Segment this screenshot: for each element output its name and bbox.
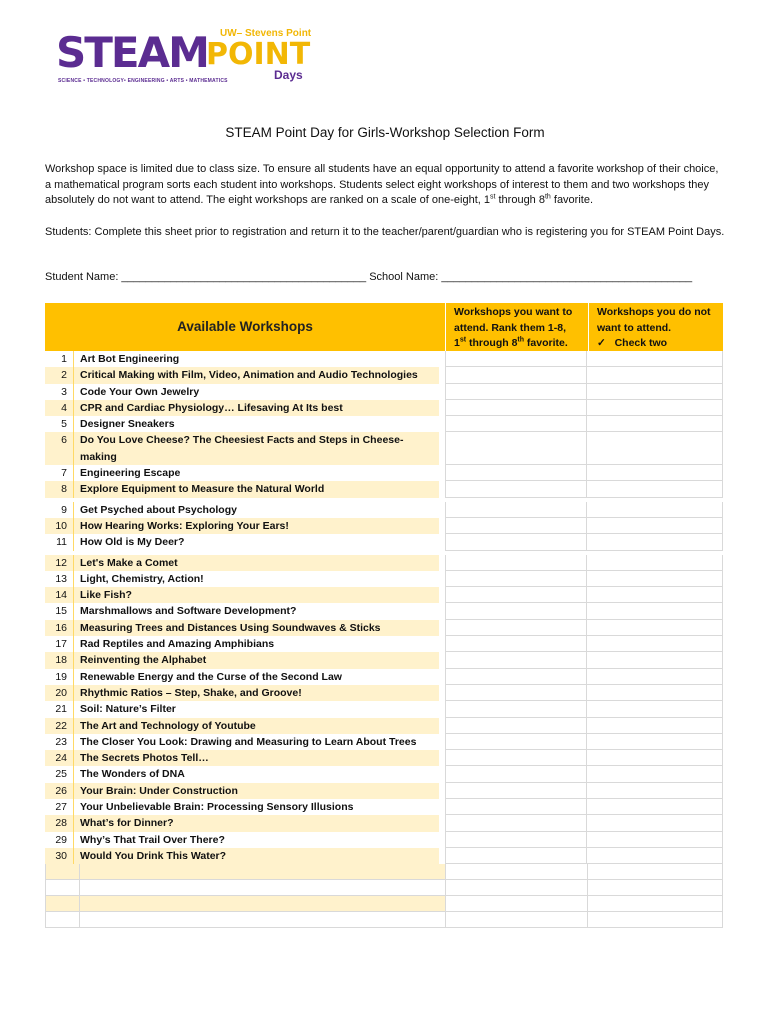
workshop-title: The Wonders of DNA	[73, 766, 439, 782]
blank-cell[interactable]	[45, 880, 79, 896]
workshop-number: 23	[55, 735, 67, 748]
check-cell[interactable]	[587, 815, 723, 831]
workshop-number: 18	[45, 652, 73, 668]
table-row	[45, 384, 723, 400]
check-cell[interactable]	[587, 481, 723, 497]
rank-cell[interactable]	[445, 685, 587, 701]
rank-cell[interactable]	[445, 384, 587, 400]
school-name-field[interactable]: School Name: _________________________________________	[369, 271, 693, 283]
blank-cell[interactable]	[445, 896, 587, 912]
rank-cell[interactable]	[445, 636, 587, 652]
blank-row	[45, 896, 723, 912]
sup-st: st	[489, 193, 496, 201]
table-row	[45, 652, 723, 668]
workshop-title: What’s for Dinner?	[73, 815, 439, 831]
table-row	[45, 502, 723, 518]
check-cell[interactable]	[587, 783, 723, 799]
table-row	[45, 815, 723, 831]
blank-cell[interactable]	[445, 912, 587, 928]
table-row	[45, 367, 723, 383]
blank-cell[interactable]	[79, 896, 445, 912]
workshop-title: Your Brain: Under Construction	[73, 783, 439, 799]
students-instructions: Students: Complete this sheet prior to registration and return it to the teacher/parent/guardian who is registering you for STEAM Point Days.	[45, 226, 725, 238]
workshop-number: 5	[61, 418, 67, 431]
workshop-title: Rad Reptiles and Amazing Amphibians	[73, 636, 439, 652]
workshop-number: 6	[45, 432, 73, 465]
rank-cell[interactable]	[445, 783, 587, 799]
table-row	[45, 603, 723, 619]
intro-text-c: favorite.	[550, 194, 594, 206]
workshop-title: The Art and Technology of Youtube	[73, 718, 439, 734]
header-want-line1: Workshops you want to	[454, 306, 573, 318]
table-row	[45, 518, 723, 534]
check-cell[interactable]	[587, 652, 723, 668]
workshop-number: 21	[55, 703, 67, 716]
workshop-title: Let's Make a Comet	[73, 555, 439, 571]
workshop-title: Reinventing the Alphabet	[73, 652, 439, 668]
workshop-title: Critical Making with Film, Video, Animation and Audio Technologies	[73, 367, 439, 383]
logo-uw-text: UW– Stevens Point	[220, 28, 312, 39]
blank-cell[interactable]	[79, 864, 445, 880]
table-row	[45, 766, 723, 782]
header-not-line3	[597, 336, 723, 352]
rank-cell[interactable]	[445, 587, 587, 603]
steam-point-logo	[56, 28, 316, 92]
rank-cell[interactable]	[445, 750, 587, 766]
workshop-number: 17	[55, 638, 67, 651]
blank-cell[interactable]	[45, 912, 79, 928]
blank-cell[interactable]	[445, 864, 587, 880]
workshop-number: 19	[55, 670, 67, 683]
check-cell[interactable]	[587, 734, 723, 750]
check-cell[interactable]	[587, 701, 723, 717]
rank-cell[interactable]	[445, 465, 587, 481]
intro-text-b: through 8	[495, 194, 545, 206]
table-row	[45, 832, 723, 848]
table-row	[45, 750, 723, 766]
table-row	[45, 571, 723, 587]
rank-cell[interactable]	[445, 502, 587, 518]
blank-cell[interactable]	[587, 880, 723, 896]
check-cell[interactable]	[587, 367, 723, 383]
workshop-title: Rhythmic Ratios – Step, Shake, and Groove!	[73, 685, 439, 701]
workshop-title: Designer Sneakers	[73, 416, 439, 432]
page-title: STEAM Point Day for Girls-Workshop Selection Form	[225, 125, 545, 140]
workshop-title: Why’s That Trail Over There?	[73, 832, 439, 848]
sup-st: st	[459, 336, 467, 344]
workshop-number: 8	[45, 481, 73, 497]
check-cell[interactable]	[587, 384, 723, 400]
checkmark-icon: ✓	[597, 337, 606, 349]
workshop-title: Your Unbelievable Brain: Processing Sensory Illusions	[73, 799, 439, 815]
workshop-title: How Old is My Deer?	[73, 534, 439, 550]
student-name-field[interactable]: Student Name: ________________________________________	[45, 271, 367, 283]
header-want-through: through 8	[466, 337, 518, 349]
blank-cell[interactable]	[587, 912, 723, 928]
blank-cell[interactable]	[45, 864, 79, 880]
rank-cell[interactable]	[445, 518, 587, 534]
table-row	[45, 351, 723, 367]
workshop-number: 24	[45, 750, 73, 766]
workshop-number: 15	[55, 605, 67, 618]
check-cell[interactable]	[587, 750, 723, 766]
table-row	[45, 848, 723, 864]
workshop-number: 11	[56, 536, 67, 549]
blank-row	[45, 880, 723, 896]
check-cell[interactable]	[587, 534, 723, 550]
rank-cell[interactable]	[445, 701, 587, 717]
rank-cell[interactable]	[445, 734, 587, 750]
check-cell[interactable]	[587, 766, 723, 782]
check-cell[interactable]	[587, 603, 723, 619]
workshop-number: 9	[61, 503, 67, 516]
workshop-number: 2	[45, 367, 73, 383]
table-row	[45, 734, 723, 750]
workshop-title: CPR and Cardiac Physiology… Lifesaving At Its best	[73, 400, 439, 416]
workshop-number: 26	[45, 783, 73, 799]
logo-tagline: SCIENCE • TECHNOLOGY• ENGINEERING • ARTS • MATHEMATICS	[58, 78, 228, 84]
rank-cell[interactable]	[445, 718, 587, 734]
header-available-workshops	[45, 303, 445, 351]
table-row	[45, 783, 723, 799]
blank-cell[interactable]	[445, 880, 587, 896]
workshop-number: 16	[45, 620, 73, 636]
workshop-title: Light, Chemistry, Action!	[73, 571, 439, 587]
rank-cell[interactable]	[445, 832, 587, 848]
check-cell[interactable]	[587, 685, 723, 701]
table-row	[45, 432, 723, 465]
workshop-number: 13	[55, 572, 67, 585]
table-row	[45, 587, 723, 603]
workshop-title: Would You Drink This Water?	[73, 848, 439, 864]
check-cell[interactable]	[587, 832, 723, 848]
workshop-title: Marshmallows and Software Development?	[73, 603, 439, 619]
check-cell[interactable]	[587, 799, 723, 815]
workshop-number: 29	[55, 833, 67, 846]
sup-th: th	[544, 193, 551, 201]
rank-cell[interactable]	[445, 432, 587, 465]
workshop-title: Get Psyched about Psychology	[73, 502, 439, 518]
workshop-number: 10	[45, 518, 73, 534]
workshop-title: How Hearing Works: Exploring Your Ears!	[73, 518, 439, 534]
check-cell[interactable]	[587, 400, 723, 416]
blank-cell[interactable]	[45, 896, 79, 912]
blank-row	[45, 912, 723, 928]
header-want-1: 1	[454, 337, 460, 349]
header-not-line1: Workshops you do not	[597, 306, 711, 318]
header-want-column	[446, 303, 588, 351]
table-row	[45, 718, 723, 734]
rank-cell[interactable]	[445, 669, 587, 685]
header-not-line2: want to attend.	[597, 321, 672, 334]
workshop-number: 7	[61, 467, 67, 480]
sup-th: th	[517, 336, 525, 344]
name-fields	[45, 271, 692, 283]
rank-cell[interactable]	[445, 799, 587, 815]
table-row	[45, 685, 723, 701]
blank-cell[interactable]	[79, 880, 445, 896]
table-row	[45, 481, 723, 497]
rank-cell[interactable]	[445, 571, 587, 587]
blank-row	[45, 864, 723, 880]
rank-cell[interactable]	[445, 848, 587, 864]
workshop-number: 22	[45, 718, 73, 734]
logo-steam-text: STEAM	[56, 28, 208, 77]
header-not-check-two: Check two	[614, 337, 668, 349]
check-cell[interactable]	[587, 416, 723, 432]
check-cell[interactable]	[587, 848, 723, 864]
header-want-line2: attend. Rank them 1-8,	[454, 321, 567, 334]
check-cell[interactable]	[587, 351, 723, 367]
rank-cell[interactable]	[445, 815, 587, 831]
workshop-rows	[45, 351, 723, 928]
workshop-title: Like Fish?	[73, 587, 439, 603]
rank-cell[interactable]	[445, 351, 587, 367]
rank-cell[interactable]	[445, 652, 587, 668]
workshop-title: The Closer You Look: Drawing and Measuring to Learn About Trees	[73, 734, 439, 750]
rank-cell[interactable]	[445, 534, 587, 550]
workshop-title: Art Bot Engineering	[73, 351, 439, 367]
table-row	[45, 701, 723, 717]
check-cell[interactable]	[587, 465, 723, 481]
rank-cell[interactable]	[445, 416, 587, 432]
table-header	[45, 303, 723, 351]
header-available-label: Available Workshops	[177, 318, 313, 334]
rank-cell[interactable]	[445, 367, 587, 383]
check-cell[interactable]	[587, 571, 723, 587]
blank-cell[interactable]	[587, 864, 723, 880]
table-row	[45, 534, 723, 550]
check-cell[interactable]	[587, 587, 723, 603]
table-row	[45, 636, 723, 652]
rank-cell[interactable]	[445, 400, 587, 416]
workshop-number: 14	[45, 587, 73, 603]
table-row	[45, 620, 723, 636]
workshop-title: Renewable Energy and the Curse of the Second Law	[73, 669, 439, 685]
workshop-title: Engineering Escape	[73, 465, 439, 481]
check-cell[interactable]	[587, 620, 723, 636]
workshop-title: Do You Love Cheese? The Cheesiest Facts and Steps in Cheese-making	[73, 432, 439, 465]
workshop-title: The Secrets Photos Tell…	[73, 750, 439, 766]
intro-text-a: Workshop space is limited due to class size. To ensure all students have an equal opportunity to attend a favorite workshop of their choice, a mathematical program sorts each student into workshops. Students select eight workshops of interest to them and two workshops they absolutely do not want to attend. The eight workshops are ranked on a scale of one-eight, 1	[45, 163, 719, 206]
workshop-number: 12	[45, 555, 73, 571]
table-row	[45, 416, 723, 432]
header-want-line3	[454, 336, 588, 352]
check-cell[interactable]	[587, 518, 723, 534]
intro-paragraph	[45, 162, 725, 209]
workshop-number: 27	[55, 801, 67, 814]
workshop-title: Code Your Own Jewelry	[73, 384, 439, 400]
header-not-column	[589, 303, 723, 351]
rank-cell[interactable]	[445, 766, 587, 782]
workshop-number: 4	[45, 400, 73, 416]
table-row	[45, 400, 723, 416]
workshop-number: 1	[61, 353, 67, 365]
table-row	[45, 465, 723, 481]
workshop-number: 30	[45, 848, 73, 864]
workshop-title: Measuring Trees and Distances Using Soundwaves & Sticks	[73, 620, 439, 636]
workshop-number: 28	[45, 815, 73, 831]
rank-cell[interactable]	[445, 555, 587, 571]
blank-cell[interactable]	[587, 896, 723, 912]
workshop-number: 20	[45, 685, 73, 701]
workshop-number: 25	[55, 768, 67, 781]
logo-point-text: POINT	[206, 37, 311, 72]
check-cell[interactable]	[587, 432, 723, 465]
rank-cell[interactable]	[445, 620, 587, 636]
rank-cell[interactable]	[445, 603, 587, 619]
check-cell[interactable]	[587, 502, 723, 518]
blank-cell[interactable]	[79, 912, 445, 928]
table-row	[45, 555, 723, 571]
rank-cell[interactable]	[445, 481, 587, 497]
workshop-title: Explore Equipment to Measure the Natural World	[73, 481, 439, 497]
workshop-title: Soil: Nature’s Filter	[73, 701, 439, 717]
check-cell[interactable]	[587, 636, 723, 652]
workshop-table	[45, 303, 723, 928]
check-cell[interactable]	[587, 718, 723, 734]
workshop-number: 3	[61, 385, 67, 398]
table-row	[45, 669, 723, 685]
header-want-favorite: favorite.	[524, 337, 568, 349]
table-row	[45, 799, 723, 815]
check-cell[interactable]	[587, 669, 723, 685]
check-cell[interactable]	[587, 555, 723, 571]
logo-days-text: Days	[274, 68, 303, 82]
